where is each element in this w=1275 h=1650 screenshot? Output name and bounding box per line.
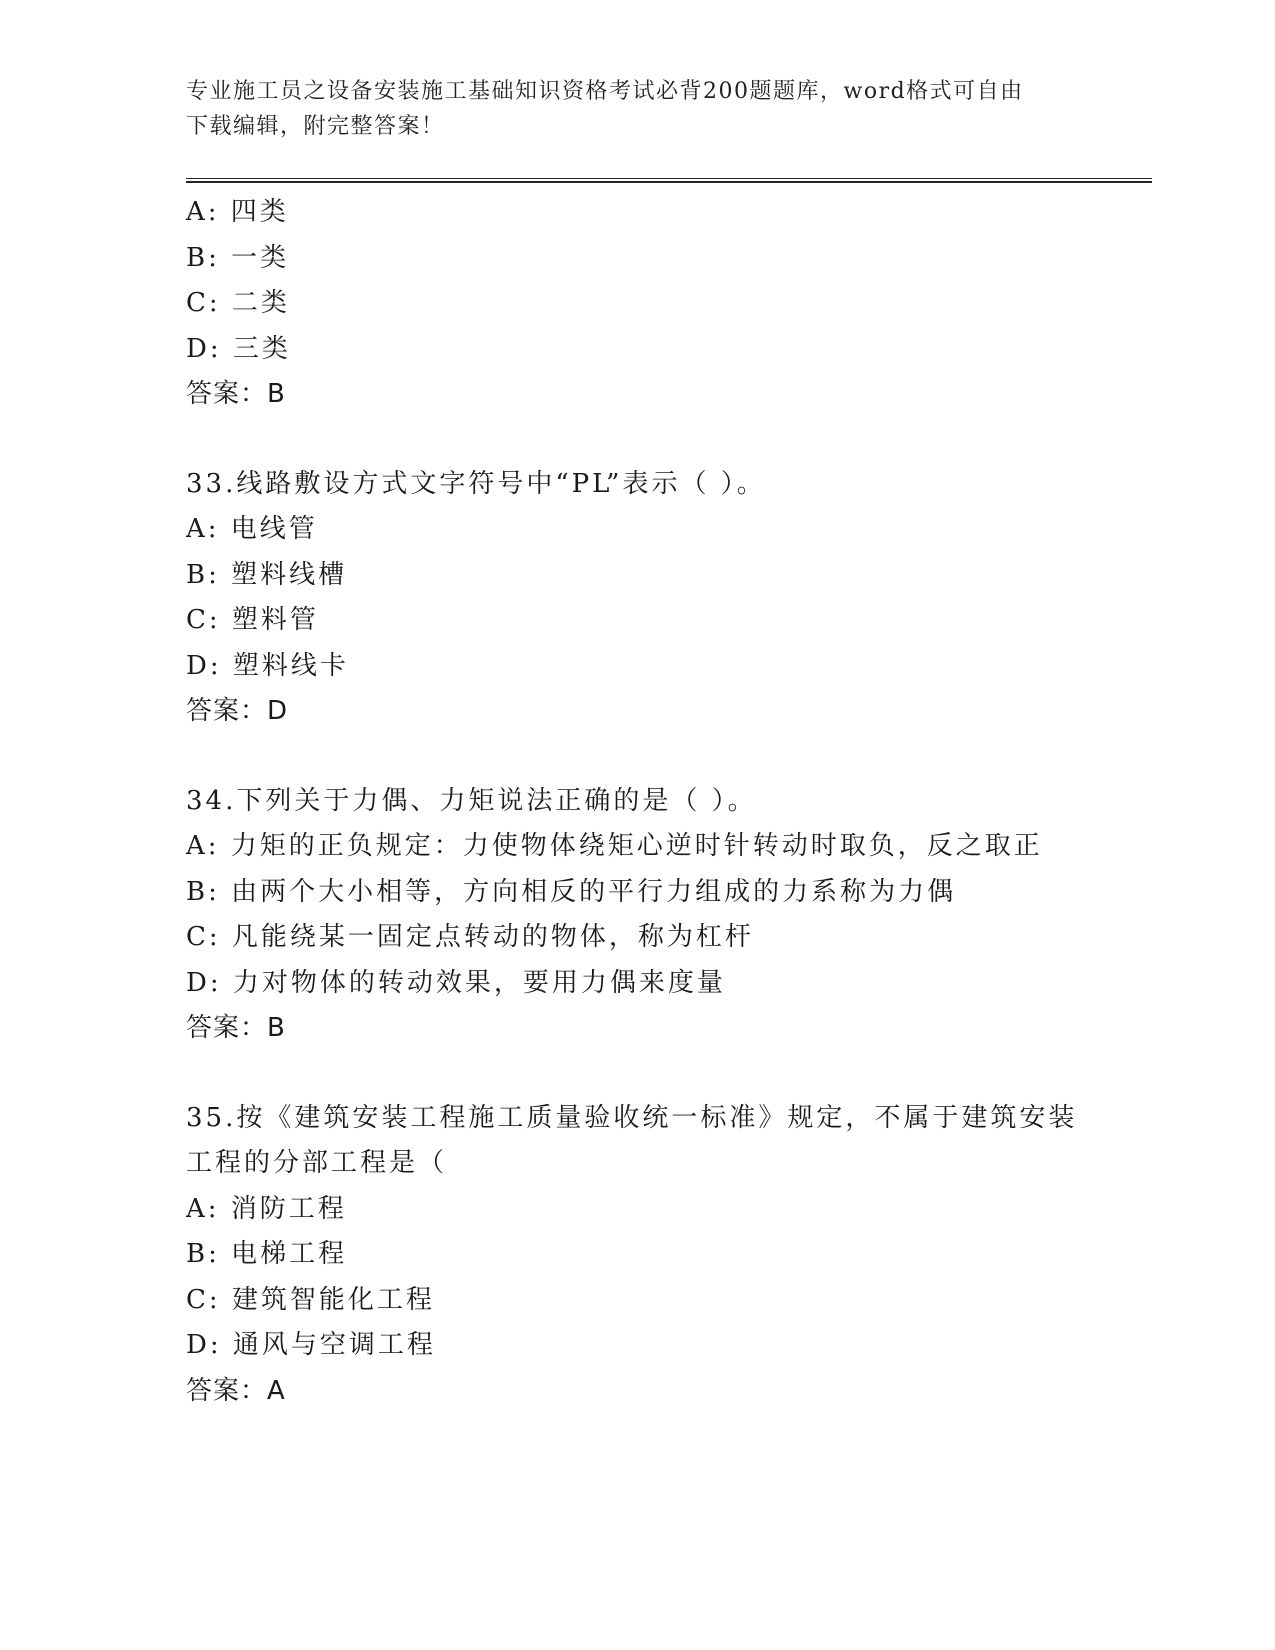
header-title-line-1: 专业施工员之设备安装施工基础知识资格考试必背200题题库，word格式可自由 bbox=[186, 79, 1024, 104]
option-d: D: 力对物体的转动效果，要用力偶来度量 bbox=[186, 967, 726, 998]
option-a: A: 电线管 bbox=[186, 514, 318, 544]
option-a: A: 消防工程 bbox=[186, 1193, 347, 1224]
document-header bbox=[186, 74, 1066, 144]
spacer bbox=[186, 1052, 1186, 1096]
option-b: B: 塑料线槽 bbox=[186, 559, 348, 590]
option-d: D: 通风与空调工程 bbox=[186, 1330, 436, 1360]
question-block-34 bbox=[186, 779, 1186, 1052]
option-a: A: 力矩的正负规定：力使物体绕矩心逆时针转动时取负，反之取正 bbox=[186, 831, 1043, 861]
question-block-33 bbox=[186, 462, 1186, 735]
spacer bbox=[186, 418, 1186, 462]
answer-line: 答案：B bbox=[186, 379, 286, 409]
option-d: D: 塑料线卡 bbox=[186, 650, 349, 681]
question-block-32 bbox=[186, 190, 1186, 418]
spacer bbox=[186, 735, 1186, 779]
answer-line: 答案：D bbox=[186, 696, 289, 726]
answer-line: 答案：A bbox=[186, 1375, 286, 1406]
question-list bbox=[186, 190, 1186, 1414]
option-c: C: 凡能绕某一固定点转动的物体，称为杠杆 bbox=[186, 922, 754, 952]
option-c: C: 塑料管 bbox=[186, 605, 319, 635]
question-block-35 bbox=[186, 1096, 1186, 1415]
question-text: 33.线路敷设方式文字符号中“PL”表示（ ）。 bbox=[186, 468, 766, 499]
option-c: C: 二类 bbox=[186, 288, 290, 318]
option-b: B: 由两个大小相等，方向相反的平行力组成的力系称为力偶 bbox=[186, 876, 957, 907]
question-text: 34.下列关于力偶、力矩说法正确的是（ ）。 bbox=[186, 785, 757, 816]
option-d: D: 三类 bbox=[186, 333, 291, 364]
header-divider bbox=[186, 178, 1152, 183]
option-c: C: 建筑智能化工程 bbox=[186, 1284, 435, 1315]
question-text: 35.按《建筑安装工程施工质量验收统一标准》规定，不属于建筑安装工程的分部工程是（ bbox=[186, 1102, 1078, 1178]
option-b: B: 电梯工程 bbox=[186, 1239, 348, 1269]
option-b: B: 一类 bbox=[186, 242, 290, 273]
answer-line: 答案：B bbox=[186, 1013, 286, 1043]
option-a: A: 四类 bbox=[186, 197, 289, 227]
header-title-line-2: 下载编辑，附完整答案！ bbox=[186, 114, 445, 139]
